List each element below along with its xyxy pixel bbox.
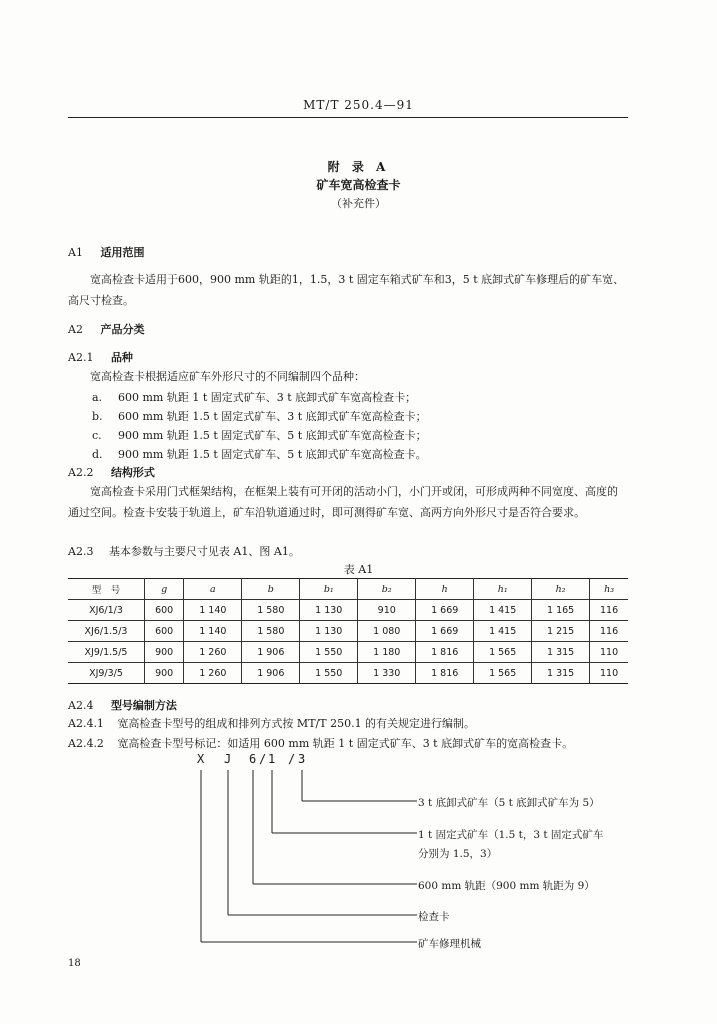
page-number: 18 xyxy=(68,958,81,969)
list-marker: b. xyxy=(92,410,103,423)
table-cell: 600 xyxy=(145,600,184,621)
section-title: 品种 xyxy=(110,351,133,364)
section-a22-paragraph: 宽高检查卡采用门式框架结构，在框架上装有可开闭的活动小门，小门开或闭，可形成两种不同宽度、高度的通过空间。检查卡安装于轨道上，矿车沿轨道通过时，即可测得矿车宽、高两方向外形尺寸是否符合要求。 xyxy=(68,485,618,519)
section-number: A2.2 xyxy=(68,466,94,479)
table-cell: 116 xyxy=(590,621,628,642)
table-cell: 1 565 xyxy=(474,663,532,684)
table-cell: 900 xyxy=(145,663,184,684)
column-header: h₂ xyxy=(532,579,590,600)
table-cell: 116 xyxy=(590,600,628,621)
list-text: 600 mm 轨距 1.5 t 固定式矿车、3 t 底卸式矿车宽高检查卡； xyxy=(118,410,427,423)
section-a21-intro: 宽高检查卡根据适应矿车外形尺寸的不同编制四个品种： xyxy=(90,370,365,383)
column-header: 型 号 xyxy=(91,585,121,596)
section-number: A2.3 xyxy=(68,545,94,558)
table-cell: 1 565 xyxy=(474,642,532,663)
table-cell: 1 080 xyxy=(358,621,416,642)
list-marker: a. xyxy=(92,391,103,404)
table-cell: 1 906 xyxy=(242,642,300,663)
section-text: 宽高检查卡型号的组成和排列方式按 MT/T 250.1 的有关规定进行编制。 xyxy=(117,717,476,730)
list-text: 900 mm 轨距 1.5 t 固定式矿车、5 t 底卸式矿车宽高检查卡。 xyxy=(118,448,427,461)
table-cell: 1 580 xyxy=(242,600,300,621)
section-title: 产品分类 xyxy=(100,323,145,336)
table-cell: XJ9/1.5/5 xyxy=(84,646,128,658)
designation-label: 矿车修理机械 xyxy=(418,938,481,950)
table-cell: XJ6/1/3 xyxy=(89,604,123,616)
table-cell: 600 xyxy=(145,621,184,642)
table-cell: 1 550 xyxy=(300,663,358,684)
table-cell: 1 165 xyxy=(532,600,590,621)
table-cell: 1 669 xyxy=(416,621,474,642)
column-header: h xyxy=(416,579,474,600)
section-number: A2 xyxy=(68,323,83,336)
list-marker: c. xyxy=(92,429,102,442)
column-header: a xyxy=(184,579,242,600)
table-cell: 1 816 xyxy=(416,642,474,663)
table-cell: 910 xyxy=(358,600,416,621)
table-cell: 110 xyxy=(590,663,628,684)
section-text: 宽高检查卡型号标记：如适用 600 mm 轨距 1 t 固定式矿车、3 t 底卸式矿车的宽高检查卡。 xyxy=(117,737,574,750)
designation-char: / xyxy=(288,752,297,766)
designation-char: 3 xyxy=(298,752,307,766)
table-cell: 1 415 xyxy=(474,600,532,621)
table-cell: 110 xyxy=(590,642,628,663)
designation-label: 分别为 1.5，3） xyxy=(418,848,498,860)
section-title: 结构形式 xyxy=(110,466,155,479)
appendix-title: 附 录 A xyxy=(327,160,390,174)
table-cell: XJ6/1.5/3 xyxy=(84,625,128,637)
designation-label: 检查卡 xyxy=(418,911,450,923)
section-number: A2.4 xyxy=(68,699,94,712)
designation-char: 6 xyxy=(249,752,258,766)
list-text: 900 mm 轨距 1.5 t 固定式矿车、5 t 底卸式矿车宽高检查卡； xyxy=(118,429,427,442)
designation-label: 600 mm 轨距（900 mm 轨距为 9） xyxy=(418,880,595,892)
section-text: 基本参数与主要尺寸见表 A1、图 A1。 xyxy=(108,545,300,558)
table-caption: 表 A1 xyxy=(343,563,374,576)
table-cell: 1 330 xyxy=(358,663,416,684)
designation-char: / xyxy=(259,752,268,766)
appendix-note: （补充件） xyxy=(331,197,386,210)
table-cell: 1 140 xyxy=(184,600,242,621)
table-cell: 1 130 xyxy=(300,621,358,642)
column-header: b₁ xyxy=(300,579,358,600)
document-header: MT/T 250.4—91 xyxy=(303,98,414,112)
column-header: g xyxy=(145,579,184,600)
list-text: 600 mm 轨距 1 t 固定式矿车、3 t 底卸式矿车宽高检查卡； xyxy=(118,391,417,404)
designation-char: X xyxy=(197,752,206,766)
list-marker: d. xyxy=(92,448,103,461)
table-cell: 1 180 xyxy=(358,642,416,663)
table-cell: XJ9/3/5 xyxy=(89,667,123,679)
table-cell: 1 130 xyxy=(300,600,358,621)
table-cell: 1 669 xyxy=(416,600,474,621)
designation-label: 1 t 固定式矿车（1.5 t，3 t 固定式矿车 xyxy=(418,829,604,841)
section-a1-paragraph: 宽高检查卡适用于600，900 mm 轨距的1，1.5，3 t 固定车箱式矿车和3，5 t 底卸式矿车修理后的矿车宽、高尺寸检查。 xyxy=(68,273,625,307)
column-header: h₃ xyxy=(590,579,628,600)
designation-char: J xyxy=(224,752,233,766)
column-header: b₂ xyxy=(358,579,416,600)
table-cell: 1 906 xyxy=(242,663,300,684)
table-cell: 900 xyxy=(145,642,184,663)
table-cell: 1 550 xyxy=(300,642,358,663)
table-cell: 1 140 xyxy=(184,621,242,642)
table-cell: 1 215 xyxy=(532,621,590,642)
table-cell: 1 315 xyxy=(532,642,590,663)
table-cell: 1 260 xyxy=(184,663,242,684)
designation-label: 3 t 底卸式矿车（5 t 底卸式矿车为 5） xyxy=(418,797,600,809)
column-header: b xyxy=(242,579,300,600)
table-cell: 1 816 xyxy=(416,663,474,684)
appendix-subtitle: 矿车宽高检查卡 xyxy=(316,178,401,192)
table-cell: 1 315 xyxy=(532,663,590,684)
section-number: A2.4.2 xyxy=(68,737,104,750)
table-cell: 1 415 xyxy=(474,621,532,642)
section-title: 型号编制方法 xyxy=(110,699,177,712)
section-title: 适用范围 xyxy=(100,246,145,259)
table-cell: 1 260 xyxy=(184,642,242,663)
section-number: A2.1 xyxy=(68,351,94,364)
column-header: h₁ xyxy=(474,579,532,600)
section-number: A1 xyxy=(68,246,83,259)
table-cell: 1 580 xyxy=(242,621,300,642)
designation-char: 1 xyxy=(268,752,277,766)
section-number: A2.4.1 xyxy=(68,717,104,730)
